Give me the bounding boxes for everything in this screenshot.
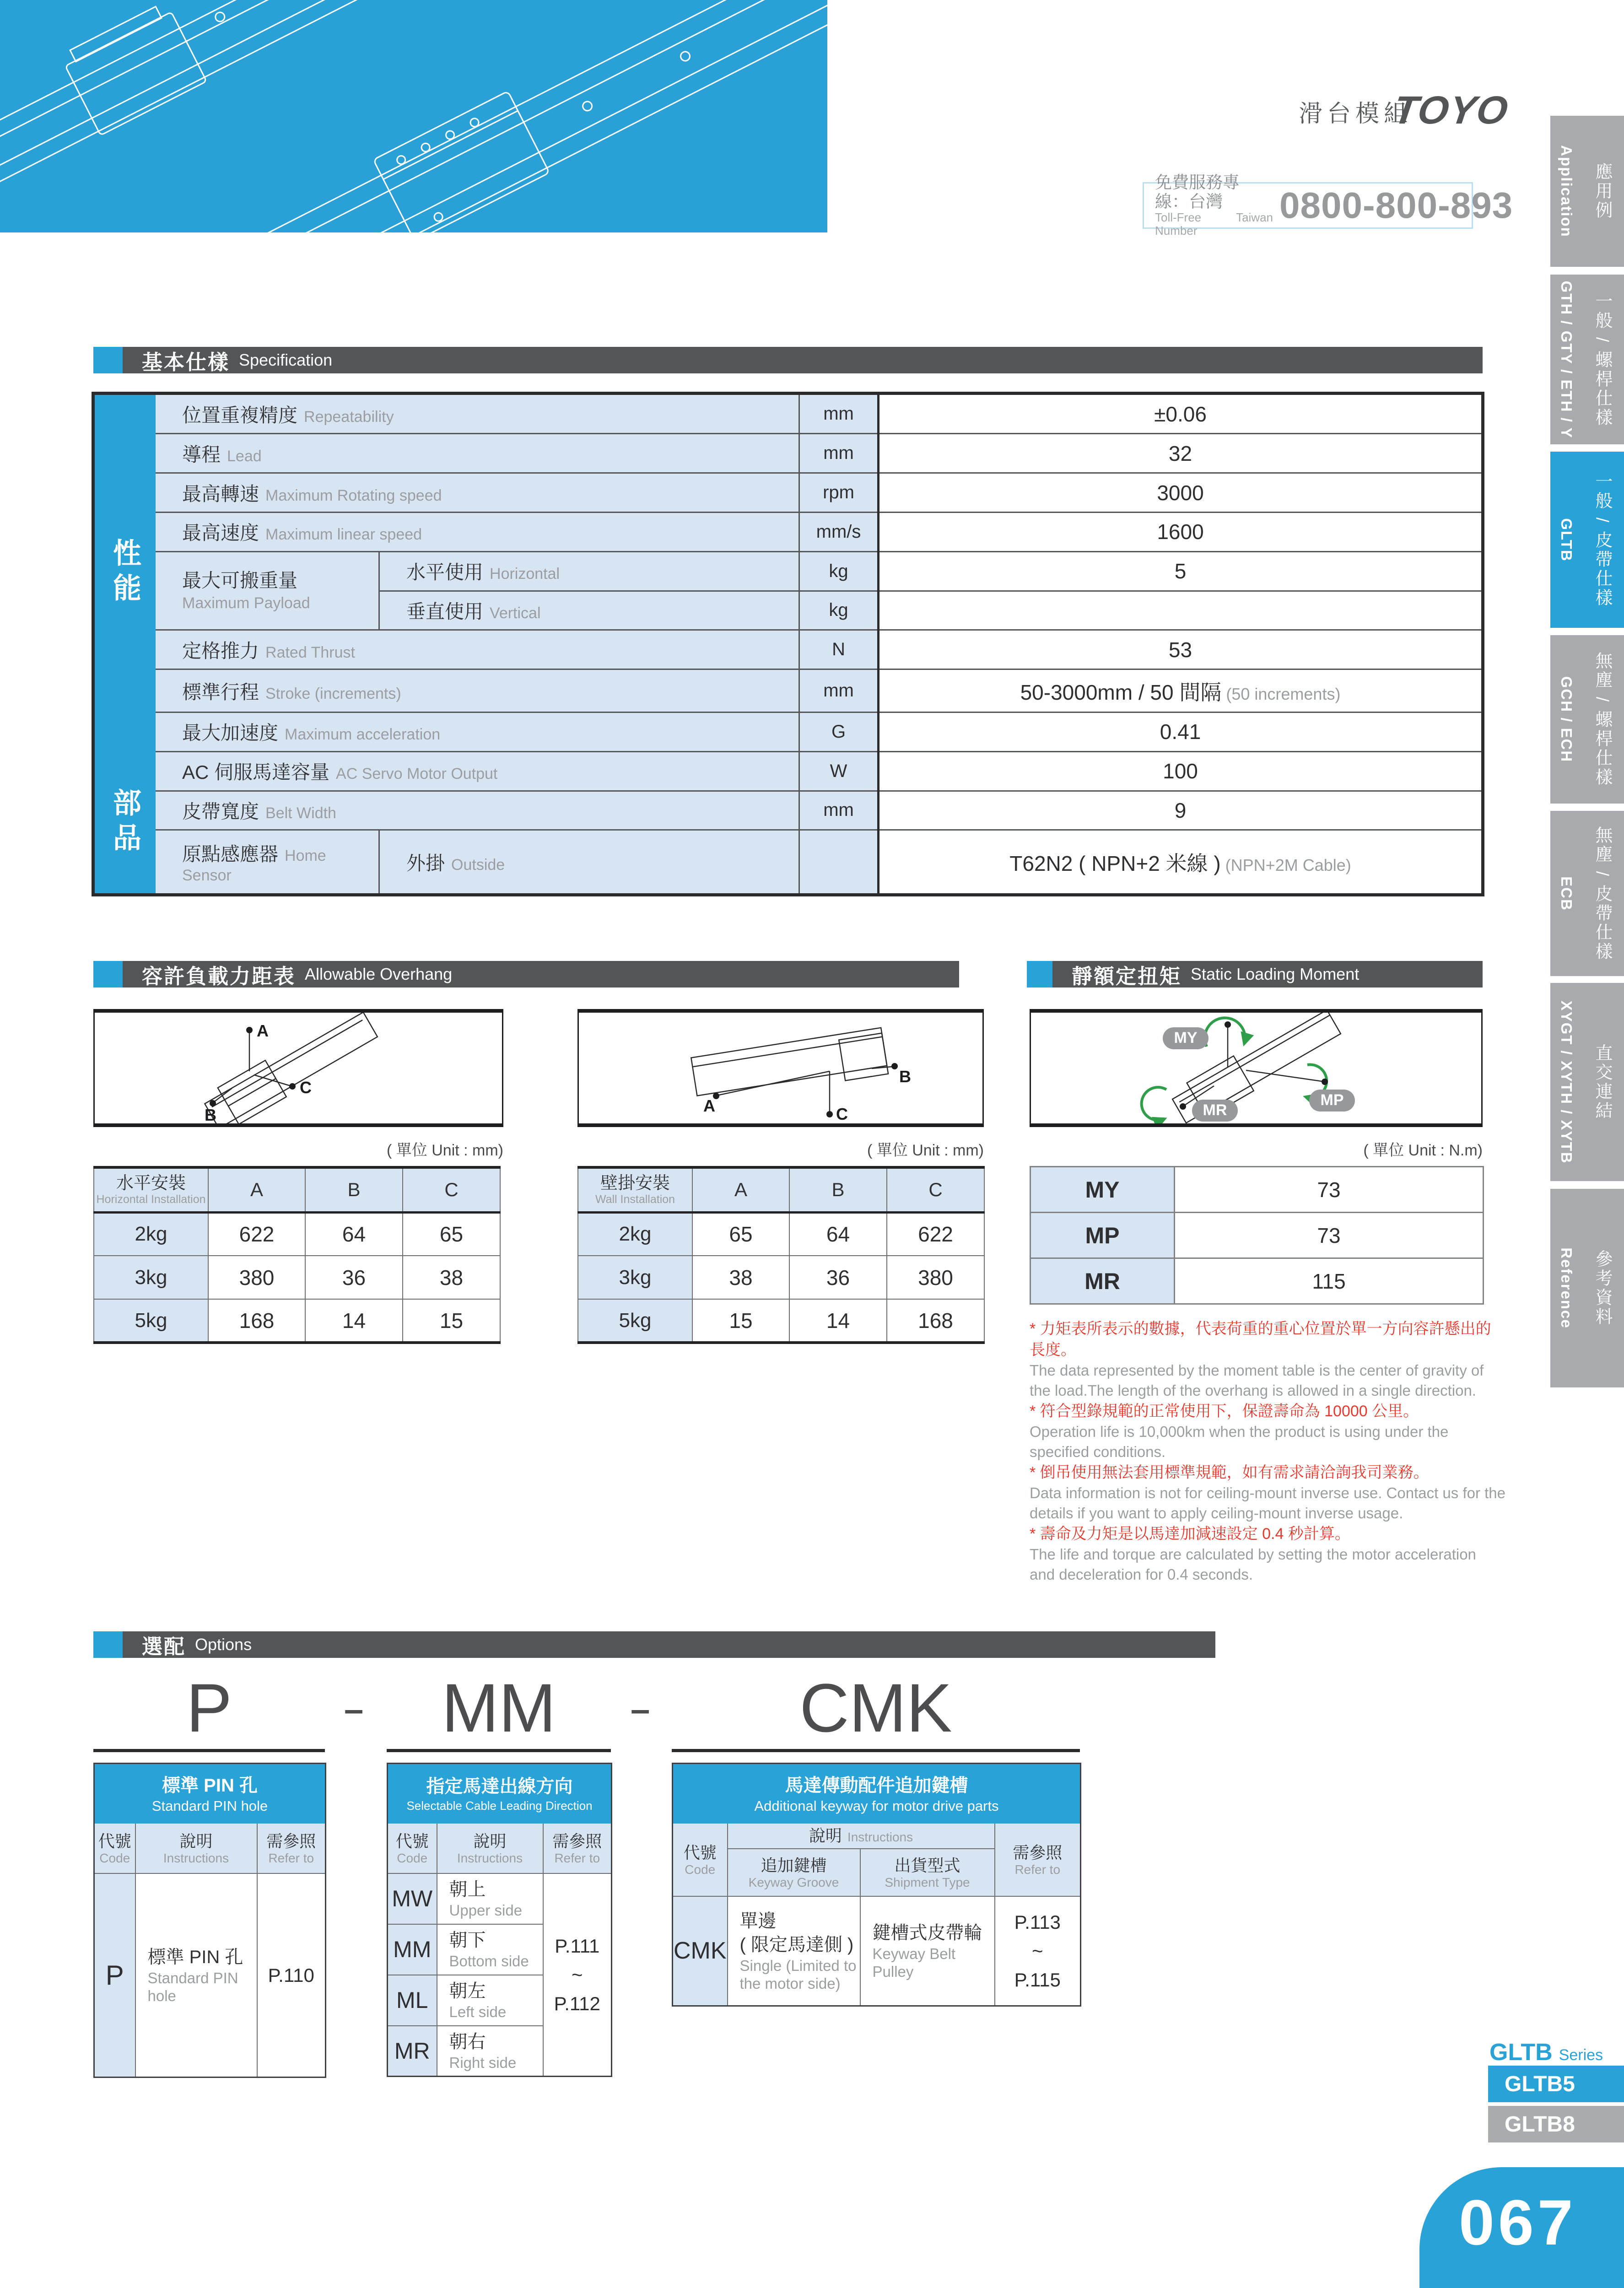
code-separator: – (631, 1690, 650, 1729)
sidebar-tab-gch-ech[interactable] (1550, 635, 1624, 804)
sidebar-tab-xygt-xyth-xytb[interactable] (1550, 983, 1624, 1181)
section-accent-square (93, 961, 123, 988)
table-header-row: 水平安裝 Horizontal Installation A B C (94, 1167, 500, 1212)
section-accent-square (1027, 961, 1052, 988)
sidebar-tab-application[interactable] (1550, 116, 1624, 267)
table-row: MR 115 (1031, 1258, 1484, 1304)
spec-row-home-sensor: 原點感應器 Home Sensor 外掛 Outside T62N2 ( NPN+2 米線 ) (NPN+2M Cable) (93, 830, 1483, 895)
tab-label-zh: 無塵 / 皮帶仕樣 (1592, 826, 1612, 961)
spec-title-en: Specification (239, 351, 333, 369)
tab-label-en: ECB (1558, 876, 1575, 911)
tab-label-en: GLTB (1558, 518, 1575, 562)
sidebar-tab-ecb[interactable] (1550, 811, 1624, 976)
page-number-badge (1419, 2167, 1624, 2288)
table-row: MM 朝下 Bottom side (388, 1924, 612, 1975)
table-row: 3kg 38 36 380 (578, 1256, 984, 1299)
option-code-mm: MM (442, 1669, 556, 1746)
table-row: 2kg 65 64 622 (578, 1212, 984, 1256)
pill-mp: MP (1320, 1091, 1344, 1109)
note-zh: * 力矩表所表示的數據，代表荷重的重心位置於單一方向容許懸出的長度。 (1030, 1320, 1491, 1359)
note-zh: * 符合型錄規範的正常使用下，保證壽命為 10000 公里。 (1030, 1402, 1419, 1420)
model-tab-gltb5[interactable]: GLTB5 (1488, 2066, 1624, 2102)
spec-row-repeatability: 性能 位置重複精度 Repeatability mm ±0.06 (93, 394, 1483, 434)
table-row: 3kg 380 36 38 (94, 1256, 500, 1299)
overhang-horizontal-diagram (93, 1009, 503, 1127)
table-row: MW 朝上 Upper side P.111 ~ P.112 (388, 1873, 612, 1924)
tab-label-zh: 一般 / 皮帶仕樣 (1592, 472, 1612, 608)
sidebar-tab-reference[interactable] (1550, 1189, 1624, 1387)
spec-row-thrust: 定格推力 Rated Thrust N 53 (93, 630, 1483, 669)
table-row: MP 73 (1031, 1213, 1484, 1258)
label-b: B (899, 1067, 911, 1086)
tollfree-number: 0800-800-893 (1279, 185, 1513, 226)
spec-title-zh: 基本仕樣 (142, 350, 230, 374)
moment-title-en: Static Loading Moment (1191, 965, 1360, 983)
sidebar-tab-gltb-active[interactable] (1550, 452, 1624, 628)
unit-label-mm: ( 單位 Unit : mm) (387, 1142, 503, 1159)
overhang-title-zh: 容許負載力距表 (142, 964, 296, 988)
options-title-en: Options (195, 1635, 252, 1654)
section-accent-square (93, 347, 123, 373)
page-number: 067 (1459, 2186, 1577, 2258)
underline (387, 1749, 611, 1752)
table-header-row: 壁掛安裝 Wall Installation A B C (578, 1167, 984, 1212)
option-table-title: 標準 PIN 孔 Standard PIN hole (94, 1764, 326, 1823)
wall-overhang-diagram-icon (579, 1013, 982, 1123)
tab-label-en: GTH / GTY / ETH / Y (1558, 281, 1575, 438)
series-label: GLTB Series (1489, 2039, 1603, 2066)
note-en: The life and torque are calculated by setting the motor acceleration and deceleration for 0.4 seconds. (1030, 1546, 1476, 1583)
tab-label-zh: 參考資料 (1592, 1250, 1612, 1327)
overhang-wall-diagram (577, 1009, 984, 1127)
option-table-keyway (672, 1763, 1080, 2007)
table-header-row: 代號 Code 說明 Instructions 需參照 Refer to (673, 1823, 1081, 1849)
overhang-horizontal-table (93, 1166, 500, 1342)
label-b: B (205, 1106, 216, 1123)
table-row: 5kg 168 14 15 (94, 1299, 500, 1343)
tab-label-zh: 直交連結 (1592, 1043, 1612, 1121)
horizontal-overhang-diagram-icon (95, 1013, 502, 1123)
table-row: ML 朝左 Left side (388, 1975, 612, 2026)
spec-row-lead: 導程 Lead mm 32 (93, 434, 1483, 473)
spec-row-stroke: 標準行程 Stroke (increments) mm 50-3000mm / 50 間隔 (50 increments) (93, 669, 1483, 712)
label-c: C (300, 1078, 312, 1097)
table-header-row: 代號 Code 說明 Instructions 需參照 Refer to (388, 1823, 612, 1873)
pill-mr: MR (1203, 1101, 1227, 1119)
product-line-art (0, 0, 827, 232)
tab-label-en: Application (1558, 145, 1575, 237)
option-table-cable (387, 1763, 611, 2077)
model-tab-gltb8[interactable]: GLTB8 (1488, 2106, 1624, 2142)
tab-label-en: XYGT / XYTH / XYTB (1558, 1000, 1575, 1164)
group-performance: 性能 (93, 394, 155, 752)
spec-row-servo: 部品 AC 伺服馬達容量 AC Servo Motor Output W 100 (93, 751, 1483, 791)
options-section-header (123, 1631, 1215, 1658)
moment-section-header (1052, 961, 1483, 988)
section-accent-square (93, 1631, 123, 1658)
overhang-section-header (123, 961, 959, 988)
not-applicable-diagonal (879, 591, 1483, 630)
spec-row-acceleration: 最大加速度 Maximum acceleration G 0.41 (93, 712, 1483, 752)
options-title-zh: 選配 (142, 1635, 186, 1658)
tab-label-zh: 無塵 / 螺桿仕樣 (1592, 652, 1612, 787)
label-a: A (257, 1021, 269, 1040)
spec-section-header (123, 347, 1483, 373)
tollfree-label-zh: 免費服務專線：台灣 (1155, 173, 1240, 211)
overhang-title-en: Allowable Overhang (305, 965, 453, 983)
code-separator: – (344, 1690, 364, 1729)
table-header-row: 代號 Code 說明 Instructions 需參照 Refer to (94, 1823, 326, 1873)
tab-label-en: Reference (1558, 1247, 1575, 1329)
option-table-title: 指定馬達出線方向 Selectable Cable Leading Direction (388, 1764, 612, 1823)
overhang-wall-table (577, 1166, 984, 1342)
spec-row-payload-vertical: 垂直使用 Vertical kg (93, 591, 1483, 630)
underline (672, 1749, 1080, 1752)
pill-my: MY (1174, 1029, 1198, 1047)
label-c: C (836, 1105, 848, 1123)
label-a: A (703, 1096, 715, 1115)
spec-row-max-rotating: 最高轉速 Maximum Rotating speed rpm 3000 (93, 473, 1483, 513)
option-code-cmk: CMK (799, 1669, 952, 1746)
moment-table (1030, 1166, 1483, 1303)
spec-row-belt: 皮帶寬度 Belt Width mm 9 (93, 791, 1483, 830)
option-table-title: 馬達傳動配件追加鍵槽 Additional keyway for motor drive parts (673, 1764, 1081, 1823)
option-table-pin (93, 1763, 325, 2078)
footnotes (1030, 1319, 1505, 1585)
table-row: CMK 單邊 ( 限定馬達側 ) Single (Limited to the motor side) 鍵槽式皮帶輪 Keyway Belt Pulley P.113 ~ P.115 (673, 1896, 1081, 2006)
tollfree-label-en: Toll-Free Number Taiwan (1155, 210, 1273, 238)
unit-label-nm: ( 單位 Unit : N.m) (1363, 1142, 1483, 1159)
table-row: MR 朝右 Right side (388, 2026, 612, 2077)
unit-label-mm: ( 單位 Unit : mm) (867, 1142, 984, 1159)
table-row: MY 73 (1031, 1167, 1484, 1213)
tab-label-en: GCH / ECH (1558, 676, 1575, 763)
moment-diagram (1030, 1009, 1483, 1127)
spec-row-payload-horizontal: 最大可搬重量 Maximum Payload 水平使用 Horizontal kg 5 (93, 551, 1483, 591)
tab-label-zh: 應用例 (1592, 162, 1612, 220)
spec-table (92, 392, 1481, 896)
underline (93, 1749, 325, 1752)
product-category-title: 滑台模組 (1299, 101, 1413, 127)
tollfree-box (1143, 173, 1513, 238)
note-en: Operation life is 10,000km when the product is using under the specified conditions. (1030, 1423, 1449, 1461)
static-moment-diagram-icon (1031, 1013, 1481, 1123)
note-zh: * 倒吊使用無法套用標準規範，如有需求請洽詢我司業務。 (1030, 1463, 1429, 1481)
table-row: 5kg 15 14 168 (578, 1299, 984, 1343)
table-row: 2kg 622 64 65 (94, 1212, 500, 1256)
group-parts: 部品 (93, 751, 155, 895)
note-en: Data information is not for ceiling-mount inverse use. Contact us for the details if you want to apply ceiling-mount inverse usage. (1030, 1484, 1505, 1522)
sidebar-tab-gth-gty-eth-y[interactable] (1550, 275, 1624, 444)
option-code-p: P (186, 1669, 232, 1746)
tab-label-zh: 一般 / 螺桿仕樣 (1592, 291, 1612, 427)
note-zh: * 壽命及力矩是以馬達加減速設定 0.4 秒計算。 (1030, 1525, 1350, 1543)
brand-logo: TOYO (1391, 88, 1511, 132)
table-row: P 標準 PIN 孔 Standard PIN hole P.110 (94, 1873, 326, 2078)
moment-title-zh: 靜額定扭矩 (1072, 964, 1182, 988)
table-subheader-row: 追加鍵槽 Keyway Groove 出貨型式 Shipment Type (673, 1849, 1081, 1896)
note-en: The data represented by the moment table is the center of gravity of the load.The length of the overhang is allowed in a single direction. (1030, 1362, 1484, 1399)
linear-actuator-illustration-icon (0, 0, 827, 232)
spec-row-max-linear: 最高速度 Maximum linear speed mm/s 1600 (93, 513, 1483, 552)
tollfree-labels (1155, 173, 1273, 237)
